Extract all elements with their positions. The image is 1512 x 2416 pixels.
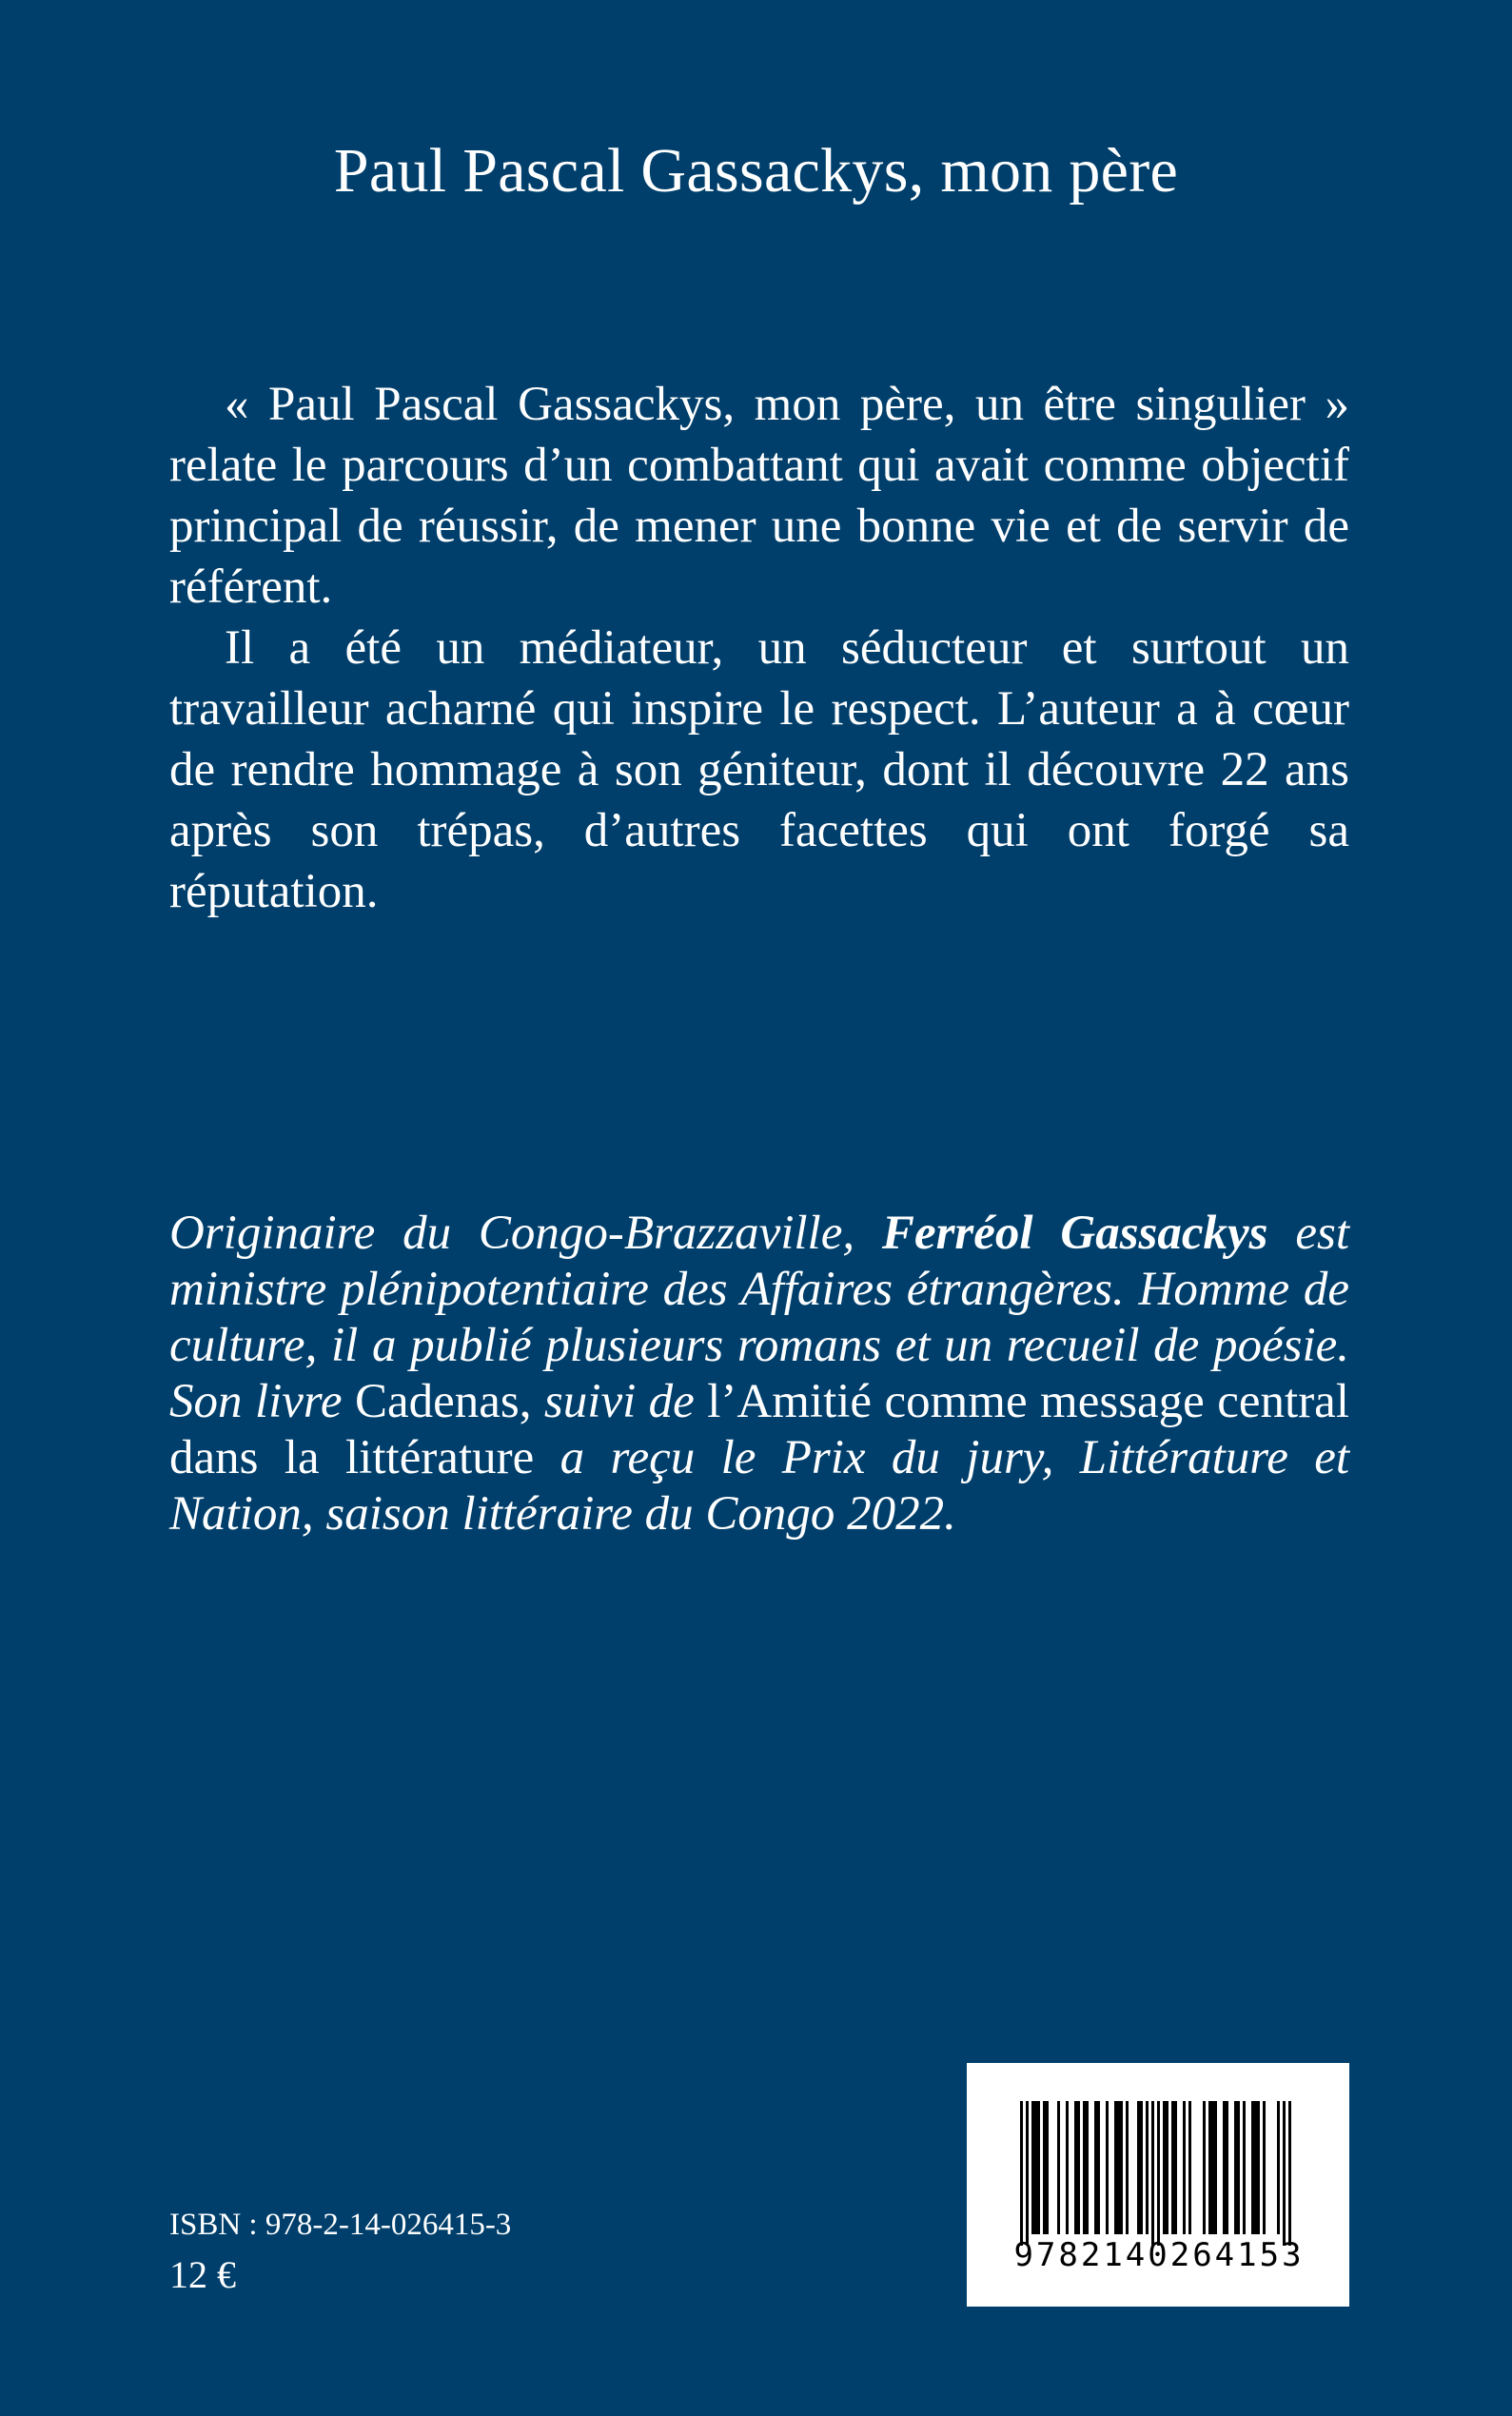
barcode-guard-bar (1026, 2101, 1029, 2246)
barcode-bar (1046, 2101, 1049, 2234)
isbn-label: ISBN : 978-2-14-026415-3 (169, 2208, 512, 2242)
book-title: Paul Pascal Gassackys, mon père (333, 136, 1179, 206)
barcode-bar (1226, 2101, 1228, 2234)
bio-award: a reçu le Prix du jury, Littérature et Nation, saison littéraire du Congo 2022. (169, 1431, 1350, 1541)
barcode-bar (1188, 2101, 1191, 2234)
barcode-bar (1117, 2101, 1120, 2234)
barcode-guard-bar (1151, 2101, 1154, 2246)
barcode-bar (1031, 2101, 1034, 2234)
barcode-bar (1277, 2101, 1280, 2234)
barcode-guard-bar (1020, 2101, 1023, 2246)
barcode-bar (1106, 2101, 1109, 2234)
bio-origin: Originaire du Congo-Brazzaville, (169, 1207, 855, 1260)
barcode-bar (1037, 2101, 1040, 2234)
barcode-bar (1057, 2101, 1060, 2234)
bio-connector: suivi de (543, 1375, 695, 1428)
barcode-digits: 9782140264153 (1013, 2236, 1305, 2274)
barcode-bar (1066, 2101, 1069, 2234)
barcode-bar (1163, 2101, 1166, 2234)
barcode-bar (1094, 2101, 1097, 2234)
barcode-bar (1263, 2101, 1266, 2234)
bio-book-title-a: Cadenas, (354, 1375, 532, 1428)
barcode-bar (1137, 2101, 1140, 2234)
price-label: 12 € (169, 2253, 236, 2296)
barcode-bar (1211, 2101, 1214, 2234)
barcode-bar (1203, 2101, 1206, 2234)
barcode-bar (1223, 2101, 1226, 2234)
author-bio-text (169, 1206, 1349, 1542)
barcode-bar (1146, 2101, 1149, 2234)
barcode-bar (1097, 2101, 1100, 2234)
bio-career: est ministre plénipotentiaire des Affaires étrangères. Homme de culture, il a publié plusieurs romans et un recueil de poésie. Son livre (169, 1207, 1349, 1428)
bio-book-title-b: l’Amitié comme message central dans la littérature (169, 1375, 1349, 1484)
barcode-bar (1254, 2101, 1257, 2234)
barcode-bar (1257, 2101, 1260, 2234)
barcode-bar (1086, 2101, 1089, 2234)
barcode-bar (1174, 2101, 1177, 2234)
summary-paragraph-2: Il a été un médiateur, un séducteur et surtout un travailleur acharné qui inspire le respect. L’auteur a à cœur de rendre hommage à son géniteur, dont il découvre 22 ans après son trépas, d’autres facettes qui ont forgé sa réputation. (169, 621, 1349, 918)
barcode-bar (1214, 2101, 1217, 2234)
barcode-guard-bar (1283, 2101, 1286, 2246)
author-bio (169, 1206, 1349, 1542)
barcode-bar (1077, 2101, 1080, 2234)
summary-block (169, 374, 1349, 922)
barcode-bar (1243, 2101, 1246, 2234)
barcode-bar (1171, 2101, 1174, 2234)
barcode-bar (1034, 2101, 1037, 2234)
barcode-bar (1237, 2101, 1240, 2234)
barcode-bar (1166, 2101, 1168, 2234)
barcode-bar (1083, 2101, 1086, 2234)
barcode-bar (1208, 2101, 1211, 2234)
barcode-guard-bar (1288, 2101, 1291, 2246)
barcode-bar (1074, 2101, 1077, 2234)
barcode (967, 2063, 1349, 2307)
barcode-bar (1126, 2101, 1129, 2234)
barcode-bar (1043, 2101, 1046, 2234)
barcode-bar (1234, 2101, 1237, 2234)
barcode-bar (1183, 2101, 1186, 2234)
barcode-bar (1120, 2101, 1123, 2234)
author-name: Ferréol Gassackys (881, 1207, 1268, 1260)
barcode-bar (1114, 2101, 1117, 2234)
summary-paragraph-1: « Paul Pascal Gassackys, mon père, un être singulier » relate le parcours d’un combattant qui avait comme objectif principal de réussir, de mener une bonne vie et de servir de référent. (169, 378, 1349, 614)
barcode-guard-bar (1157, 2101, 1160, 2246)
barcode-bar (1251, 2101, 1254, 2234)
barcode-bar (1140, 2101, 1143, 2234)
